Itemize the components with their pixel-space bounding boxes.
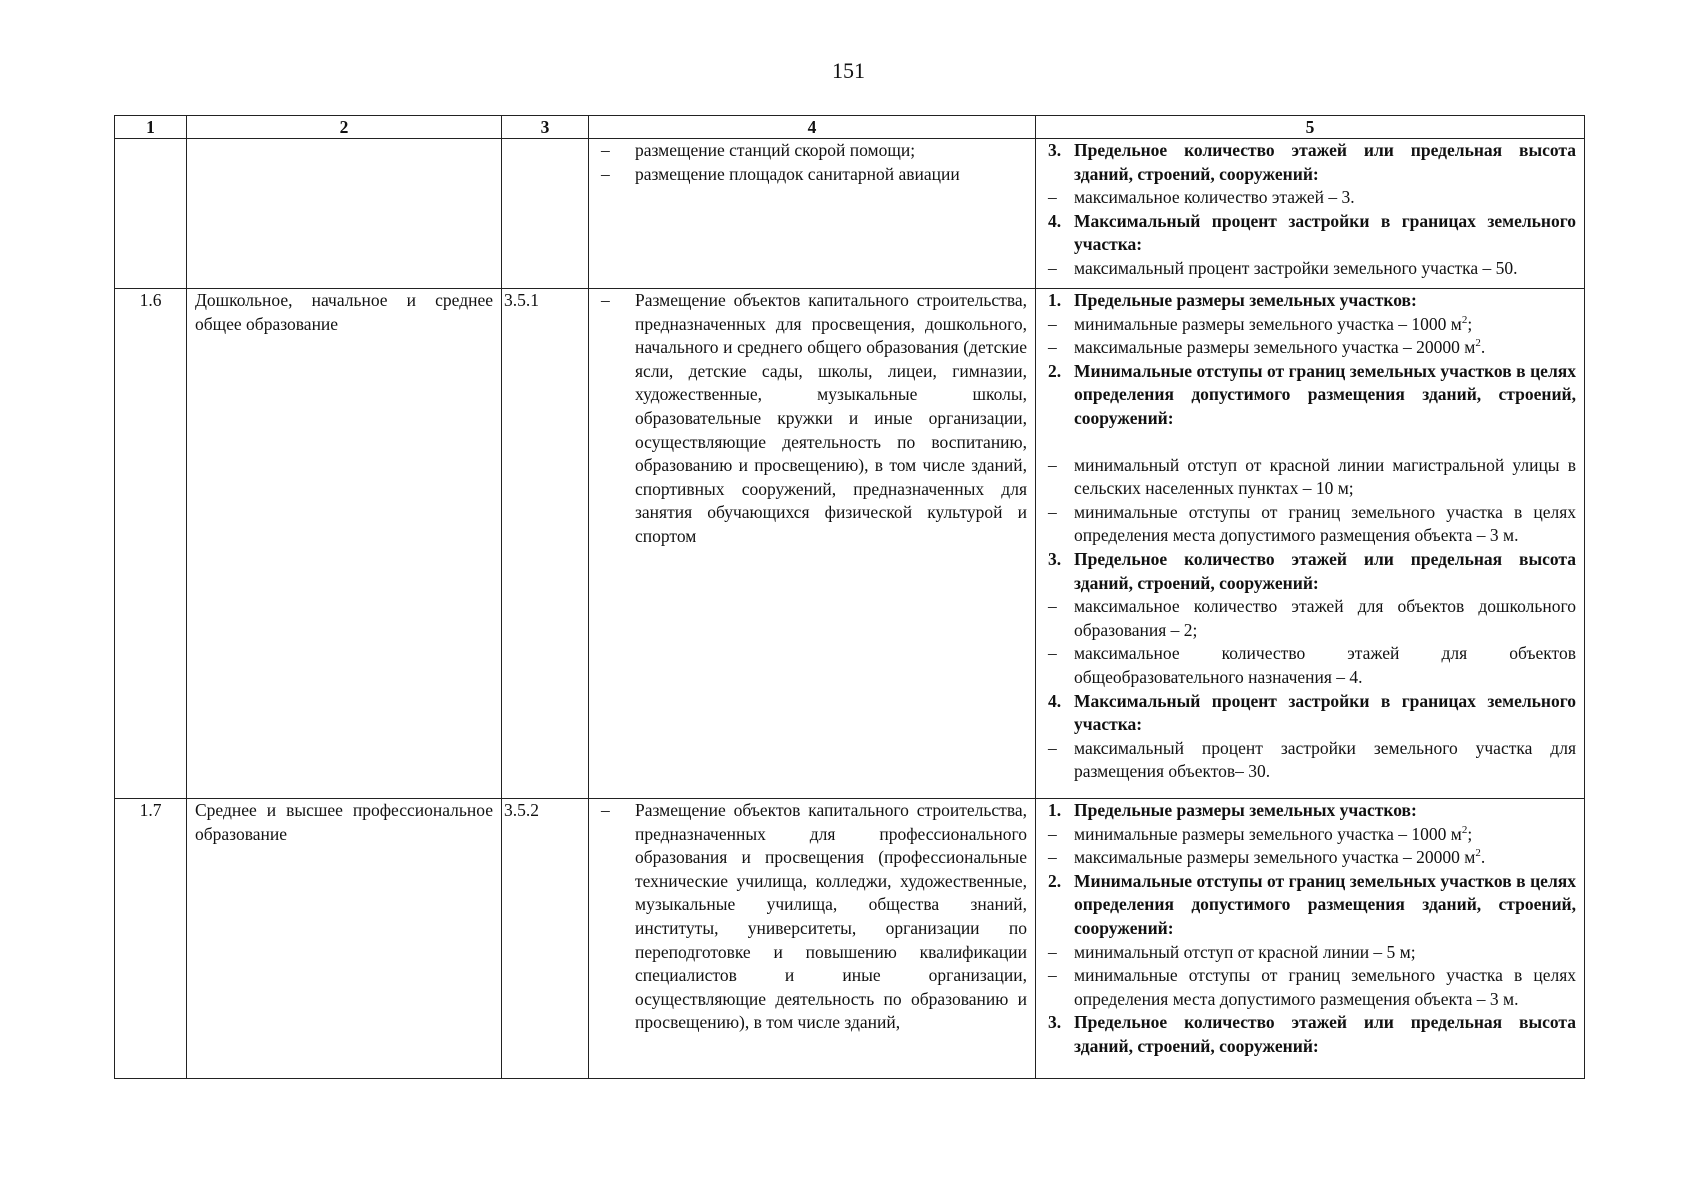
dash-marker: –	[601, 800, 610, 820]
parameters-cell	[1036, 799, 1585, 1079]
parameter-heading	[1044, 360, 1576, 431]
dash-marker: –	[1048, 187, 1057, 208]
parameter-heading	[1044, 139, 1576, 186]
table-row	[115, 799, 1585, 1079]
parameter-value	[1044, 737, 1576, 784]
parameter-value-text: минимальные размеры земельного участка – 1000 м	[1074, 313, 1462, 334]
description-text: Размещение объектов капитального строительства, предназначенных для профессионального образования и просвещения (профессиональные технические училища, колледжи, художественные, музыкальные училища, общества знаний, институты, университеты, организации по переподготовке и повышению квалификации специалистов и иные организации, осуществляющие деятельность по образованию и просвещению), в том числе зданий,	[635, 800, 1027, 1033]
parameter-value-text: минимальные отступы от границ земельного участка в целях определения места допустимого размещения объекта – 3 м.	[1074, 501, 1576, 546]
unit-exponent: 2	[1461, 823, 1468, 836]
unit-exponent: 2	[1461, 313, 1468, 326]
punctuation: .	[1480, 337, 1486, 358]
parameter-value-text: максимальное количество этажей для объектов общеобразовательного назначения – 4.	[1074, 643, 1576, 687]
parameter-heading-text: Минимальные отступы от границ земельных участков в целях определения допустимого размещения зданий, строений, сооружений:	[1074, 870, 1576, 938]
parameter-heading-text: Предельные размеры земельных участков:	[1074, 800, 1417, 820]
parameter-value	[1044, 186, 1576, 210]
parameter-value-text: максимальное количество этажей для объектов дошкольного образования – 2;	[1074, 596, 1576, 640]
column-header: 4	[589, 116, 1036, 139]
parameter-heading	[1044, 210, 1576, 257]
parameter-value	[1044, 595, 1576, 642]
parameter-value-text: минимальные размеры земельного участка – 1000 м	[1074, 823, 1462, 844]
use-type-name-cell	[187, 139, 502, 289]
parameter-number: 3.	[1048, 140, 1062, 160]
dash-marker: –	[601, 163, 610, 184]
parameter-number: 4.	[1048, 210, 1062, 231]
parameter-heading	[1044, 690, 1576, 737]
use-type-name-cell: Дошкольное, начальное и среднее общее образование	[187, 289, 502, 799]
dash-marker: –	[1048, 313, 1057, 334]
row-number-cell: 1.6	[115, 289, 187, 799]
parameter-number: 2.	[1048, 870, 1062, 891]
row-number-cell	[115, 139, 187, 289]
parameter-value	[1044, 941, 1576, 965]
punctuation: .	[1480, 847, 1486, 868]
parameter-value	[1044, 846, 1576, 870]
dash-marker: –	[601, 290, 610, 310]
parameter-value	[1044, 823, 1576, 847]
parameter-heading-text: Минимальные отступы от границ земельных участков в целях определения допустимого размещения зданий, строений, сооружений:	[1074, 360, 1576, 428]
column-header: 2	[187, 116, 502, 139]
parameter-number: 3.	[1048, 548, 1062, 569]
parameter-value-text: минимальный отступ от красной линии – 5 м;	[1074, 941, 1416, 962]
parameter-value	[1044, 642, 1576, 689]
parameter-heading	[1044, 1011, 1576, 1058]
use-description-cell	[589, 799, 1036, 1079]
dash-marker: –	[1048, 823, 1057, 844]
dash-marker: –	[1048, 847, 1057, 868]
column-header: 3	[502, 116, 589, 139]
punctuation: ;	[1467, 313, 1473, 334]
regulations-table	[114, 115, 1585, 1079]
parameter-heading-text: Предельное количество этажей или предельная высота зданий, строений, сооружений:	[1074, 1012, 1576, 1056]
parameter-number: 4.	[1048, 690, 1062, 711]
punctuation: ;	[1467, 823, 1473, 844]
dash-marker: –	[601, 140, 610, 160]
parameter-number: 1.	[1048, 290, 1062, 310]
table-row	[115, 289, 1585, 799]
use-description-cell	[589, 289, 1036, 799]
parameter-value	[1044, 454, 1576, 501]
row-number-cell: 1.7	[115, 799, 187, 1079]
dash-marker: –	[1048, 454, 1057, 475]
spacer	[1044, 431, 1576, 454]
parameter-value-text: максимальные размеры земельного участка – 20000 м	[1074, 337, 1476, 358]
parameter-value	[1044, 313, 1576, 337]
dash-marker: –	[1048, 965, 1057, 986]
parameter-heading-text: Предельное количество этажей или предельная высота зданий, строений, сооружений:	[1074, 548, 1576, 593]
parameter-value-text: минимальный отступ от красной линии магистральной улицы в сельских населенных пунктах – 10 м;	[1074, 454, 1576, 499]
description-text: размещение станций скорой помощи;	[635, 140, 916, 160]
dash-marker: –	[1048, 337, 1057, 358]
parameter-value-text: максимальное количество этажей – 3.	[1074, 187, 1355, 208]
parameter-heading	[1044, 799, 1576, 823]
parameters-cell	[1036, 139, 1585, 289]
dash-marker: –	[1048, 737, 1057, 758]
parameter-heading	[1044, 870, 1576, 941]
use-type-name-cell: Среднее и высшее профессиональное образование	[187, 799, 502, 1079]
dash-marker: –	[1048, 501, 1057, 522]
parameter-value	[1044, 257, 1576, 281]
parameter-heading	[1044, 548, 1576, 595]
description-text: размещение площадок санитарной авиации	[635, 163, 960, 184]
dash-marker: –	[1048, 596, 1057, 617]
parameter-heading-text: Предельные размеры земельных участков:	[1074, 290, 1417, 310]
parameter-number: 2.	[1048, 360, 1062, 381]
use-description-cell	[589, 139, 1036, 289]
parameter-heading	[1044, 289, 1576, 313]
parameter-value-text: минимальные отступы от границ земельного участка в целях определения места допустимого размещения объекта – 3 м.	[1074, 965, 1576, 1009]
parameter-value-text: максимальные размеры земельного участка – 20000 м	[1074, 847, 1476, 868]
dash-marker: –	[1048, 643, 1057, 664]
parameter-number: 1.	[1048, 800, 1062, 820]
description-item	[597, 289, 1027, 549]
description-item	[597, 139, 1027, 163]
use-type-code-cell	[502, 139, 589, 289]
description-item	[597, 163, 1027, 187]
parameter-value-text: максимальный процент застройки земельного участка для размещения объектов– 30.	[1074, 737, 1576, 782]
page-number: 151	[832, 58, 865, 83]
parameter-value-text: максимальный процент застройки земельного участка – 50.	[1074, 257, 1518, 278]
parameter-value	[1044, 336, 1576, 360]
parameter-number: 3.	[1048, 1012, 1062, 1033]
dash-marker: –	[1048, 257, 1057, 278]
description-item	[597, 799, 1027, 1035]
parameter-value	[1044, 964, 1576, 1011]
parameter-heading-text: Предельное количество этажей или предельная высота зданий, строений, сооружений:	[1074, 140, 1576, 184]
unit-exponent: 2	[1475, 337, 1481, 350]
table-row	[115, 139, 1585, 289]
unit-exponent: 2	[1475, 847, 1481, 860]
dash-marker: –	[1048, 941, 1057, 962]
parameter-heading-text: Максимальный процент застройки в границах земельного участка:	[1074, 210, 1576, 255]
parameter-heading-text: Максимальный процент застройки в границах земельного участка:	[1074, 690, 1576, 735]
column-header: 5	[1036, 116, 1585, 139]
parameter-value	[1044, 501, 1576, 548]
description-text: Размещение объектов капитального строительства, предназначенных для просвещения, дошкольного, начального и среднего общего образования (детские ясли, детские сады, школы, лицеи, гимназии, художественные, музыкальные школы, образовательные кружки и иные организации, осуществляющие деятельность по воспитанию, образованию и просвещению), в том числе зданий, спортивных сооружений, предназначенных для занятия обучающихся физической культурой и спортом	[635, 290, 1027, 546]
use-type-code-cell: 3.5.1	[502, 289, 589, 799]
parameters-cell	[1036, 289, 1585, 799]
use-type-code-cell: 3.5.2	[502, 799, 589, 1079]
column-header: 1	[115, 116, 187, 139]
table-header-row	[115, 116, 1585, 139]
